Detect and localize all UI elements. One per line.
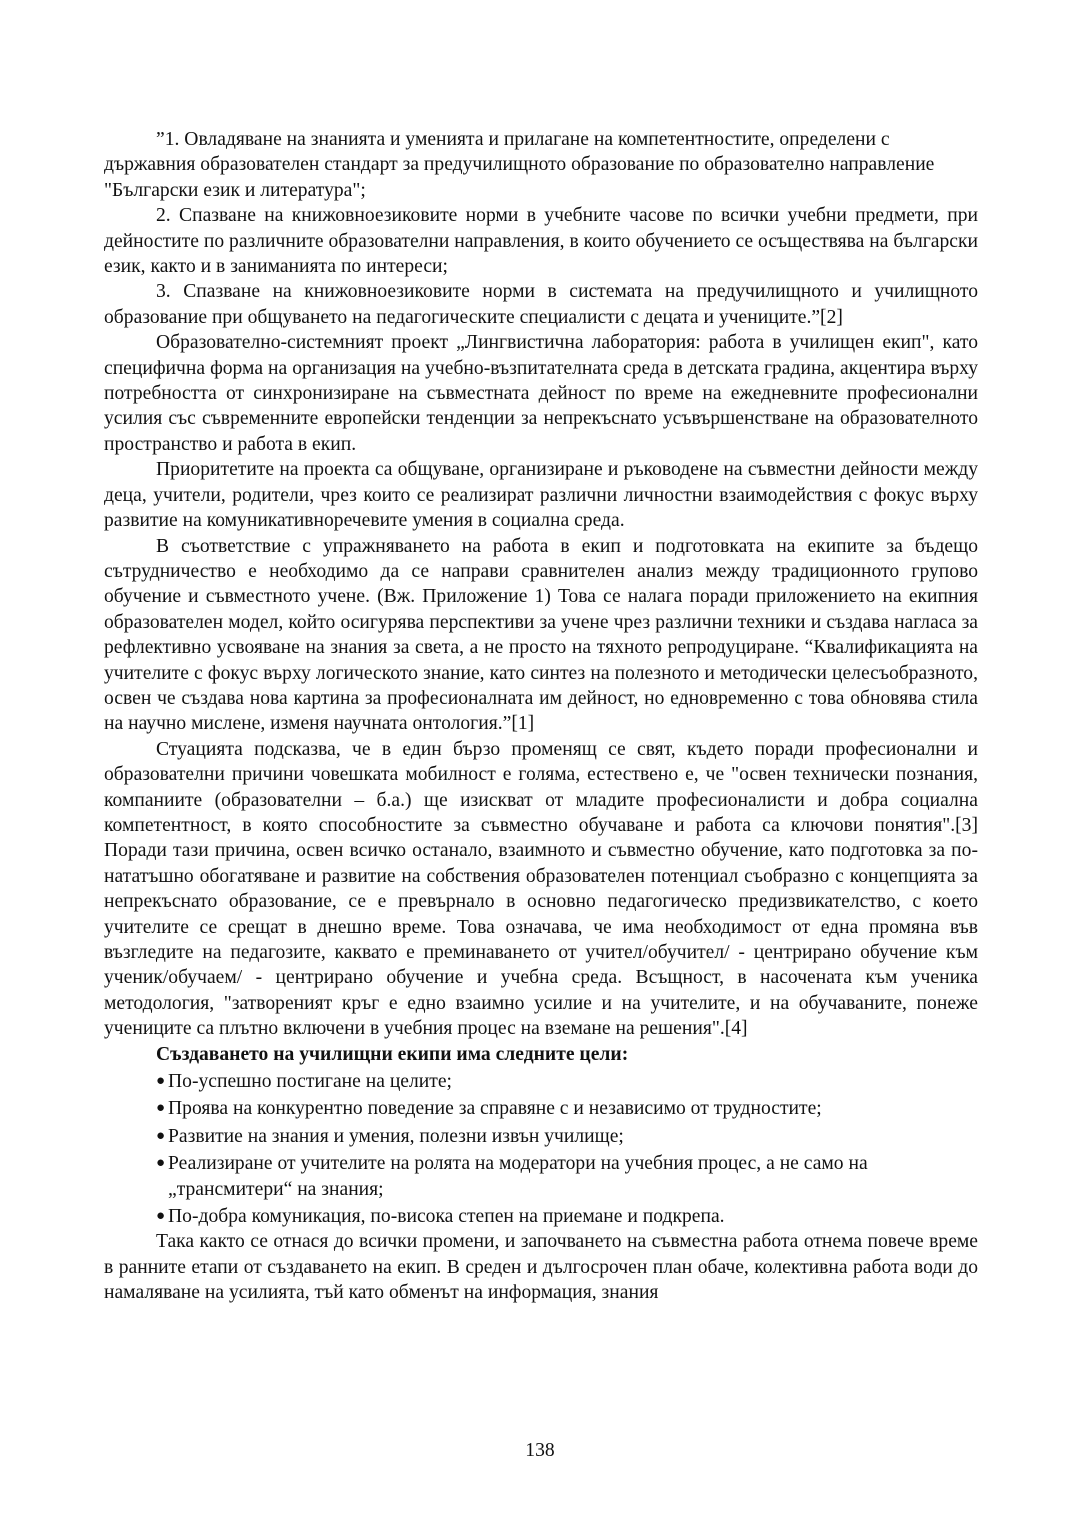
paragraph-teamwork: В съответствие с упражняването на работа в екип и подготовката на екипите за бъдещо сътрудничество е необходимо да се направи сравнителен анализ между традиционното групово обучение и съвместното учене. (Вж. Приложение 1) Това се налага поради приложението на екипния образователен модел, който осигурява перспективи за учене чрез различни техники и създава нагласа за рефлективно усвояване на знания за света, а не просто на тяхното репродуциране. “Квалификацията на учителите с фокус върху логическото знание, като синтез на полезното и методически целесъобразното, освен че създава нова картина за професионалната им дейност, но едновременно с това обновява стила на научно мислене, изменя научната онтология.”[1] bbox=[104, 535, 978, 735]
bullet-icon: ● bbox=[156, 1208, 166, 1225]
goals-list-item-text: По-успешно постигане на целите; bbox=[168, 1071, 452, 1093]
paragraph-item-2: 2. Спазване на книжовноезиковите норми в учебните часове по всички учебни предмети, при дейностите по различните образователни направления, в които обучението се осъществява на български език, както и в заниманията по интереси; bbox=[104, 205, 978, 278]
goals-list-item-text: По-добра комуникация, по-висока степен на приемане и подкрепа. bbox=[168, 1206, 725, 1228]
bullet-icon: ● bbox=[156, 1100, 166, 1117]
bullet-icon: ● bbox=[156, 1155, 166, 1172]
goals-list bbox=[104, 1069, 978, 1229]
goals-list-item bbox=[156, 1124, 978, 1149]
paragraph-item-3: 3. Спазване на книжовноезиковите норми в системата на предучилищното и училищното образование при общуването на педагогическите специалисти с децата и учениците.”[2] bbox=[104, 281, 978, 328]
bullet-icon: ● bbox=[156, 1127, 166, 1144]
page-body bbox=[104, 127, 978, 1306]
paragraph-priorities: Приоритетите на проекта са общуване, организиране и ръководене на съвместни дейности между деца, учители, родители, чрез които се реализират различни личностни взаимодействия с фокус върху развитие на комуникативноречевите умения в социална среда. bbox=[104, 459, 978, 532]
paragraph-item-1: ”1. Овладяване на знанията и уменията и прилагане на компетентностите, определени с държавния образователен стандарт за предучилищното образование по образователно направление "Български език и литература"; bbox=[104, 129, 935, 201]
goals-list-item bbox=[156, 1096, 978, 1121]
page-number: 138 bbox=[525, 1440, 555, 1461]
goals-list-item-text: Проява на конкурентно поведение за справяне с и независимо от трудностите; bbox=[168, 1098, 822, 1120]
goals-heading: Създаването на училищни екипи има следните цели: bbox=[156, 1043, 629, 1065]
paragraph-situation: Стуацията подсказва, че в един бързо променящ се свят, където поради професионални и образователни причини човешката мобилност е голяма, естествено е, че "освен технически познания, компаниите (образователни – б.а.) ще изискват от младите професионалисти и добра социална компетентност, в която способностите за съвместно обучаване и работа са ключови понятия".[3] Поради тази причина, освен всичко останало, взаимното и съвместно обучение, като подготовка за по-нататъшно обогатяване и развитие на собствения образователен потенциал съобразно с концепцията за непрекъснато образование, се е превърнало в основно педагогическо предизвикателство, с което учителите се срещат в днешно време. Това означава, че има необходимост от една промяна във възгледите на педагозите, каквато е преминаването от учител/обучител/ - центрирано обучение към ученик/обучаем/ - центрирано обучение и учебна среда. Всъщност, в насочената към ученика методология, "затвореният кръг е едно взаимно усилие и на учителите, и на обучаваните, понеже учениците са плътно включени в учебния процес на вземане на решения".[4] bbox=[104, 738, 978, 1040]
goals-list-item bbox=[156, 1204, 978, 1229]
paragraph-conclusion: Така както се отнася до всички промени, и започването на съвместна работа отнема повече време в ранните етапи от създаването на екип. В среден и дългосрочен план обаче, колективна работа води до намаляване на усилията, тъй като обменът на информация, знания bbox=[104, 1231, 978, 1304]
paragraph-project: Образователно-системният проект „Лингвистична лаборатория: работа в училищен екип", като специфична форма на организация на учебно-възпитателната среда в детската градина, акцентира върху потребността от синхронизиране на съвместната дейност по време на ежедневните професионални усилия със съвременните европейски тенденции за непрекъснато усъвършенстване на образователното пространство и работа в екип. bbox=[104, 332, 978, 455]
goals-list-item-text: Развитие на знания и умения, полезни извън училище; bbox=[168, 1125, 624, 1147]
bullet-icon: ● bbox=[156, 1073, 166, 1090]
goals-list-item bbox=[156, 1069, 978, 1094]
goals-list-item-text: Реализиране от учителите на ролята на модератори на учебния процес, а не само на „трансмитери“ на знания; bbox=[168, 1153, 868, 1200]
goals-list-item bbox=[156, 1151, 978, 1202]
